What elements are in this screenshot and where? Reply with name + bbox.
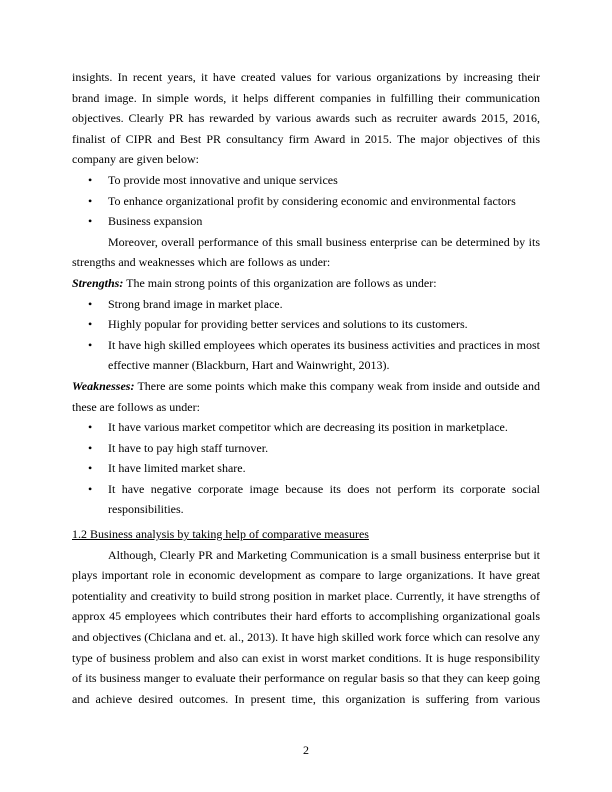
list-item: • Highly popular for providing better services and solutions to its customers. (72, 314, 540, 335)
objectives-list (72, 170, 540, 232)
bullet-icon: • (88, 337, 93, 352)
list-item: • It have to pay high staff turnover. (72, 438, 540, 459)
list-item: • It have negative corporate image because its does not perform its corporate social responsibilities. (72, 479, 540, 520)
bullet-icon: • (88, 214, 93, 229)
weaknesses-intro: Weaknesses: There are some points which make this company weak from inside and outside and these are follows as under: (72, 378, 540, 414)
weaknesses-list (72, 417, 540, 520)
strengths-intro: Strengths: The main strong points of this organization are follows as under: (72, 275, 437, 290)
section-heading: 1.2 Business analysis by taking help of comparative measures (72, 527, 369, 542)
list-item: • Business expansion (72, 211, 540, 232)
bullet-icon: • (88, 317, 93, 332)
section-paragraph: Although, Clearly PR and Marketing Communication is a small business enterprise but it plays important role in economic development as compare to large organizations. It have great potentiality and creativity to build strong position in market place. Currently, it have strengths of approx 45 employees which contributes their hard efforts to accomplishing organizational goals and objectives (Chiclana and et. al., 2013). It have high skilled work force which can resolve any type of business problem and also can exist in worst market conditions. It is huge responsibility of its business manger to evaluate their performance on regular basis so that they can keep going and achieve desired outcomes. In present time, this organization is suffering from various (72, 547, 540, 706)
weaknesses-label: Weaknesses: (72, 378, 135, 393)
list-item: • It have high skilled employees which operates its business activities and practices in most effective manner (Blackburn, Hart and Wainwright, 2013). (72, 335, 540, 376)
list-item: • To provide most innovative and unique services (72, 170, 540, 191)
bullet-icon: • (88, 440, 93, 455)
bullet-icon: • (88, 296, 93, 311)
list-item: • It have various market competitor which are decreasing its position in marketplace. (72, 417, 540, 438)
bullet-icon: • (88, 193, 93, 208)
moreover-paragraph: Moreover, overall performance of this small business enterprise can be determined by its strengths and weaknesses which are follows as under: (72, 234, 540, 270)
list-item: • To enhance organizational profit by considering economic and environmental factors (72, 191, 540, 212)
bullet-icon: • (88, 481, 93, 496)
strengths-list (72, 294, 540, 376)
intro-paragraph: insights. In recent years, it have created values for various organizations by increasing their brand image. In simple words, it helps different companies in fulfilling their communication objectives. Clearly PR has rewarded by various awards such as recruiter awards 2015, 2016, finalist of CIPR and Best PR consultancy firm Award in 2015. The major objectives of this company are given below: (72, 70, 540, 167)
page-content (72, 67, 540, 709)
page-number: 2 (303, 743, 309, 757)
bullet-icon: • (88, 461, 93, 476)
bullet-icon: • (88, 420, 93, 435)
bullet-icon: • (88, 172, 93, 187)
list-item: • Strong brand image in market place. (72, 294, 540, 315)
list-item: • It have limited market share. (72, 458, 540, 479)
strengths-label: Strengths: (72, 275, 124, 290)
